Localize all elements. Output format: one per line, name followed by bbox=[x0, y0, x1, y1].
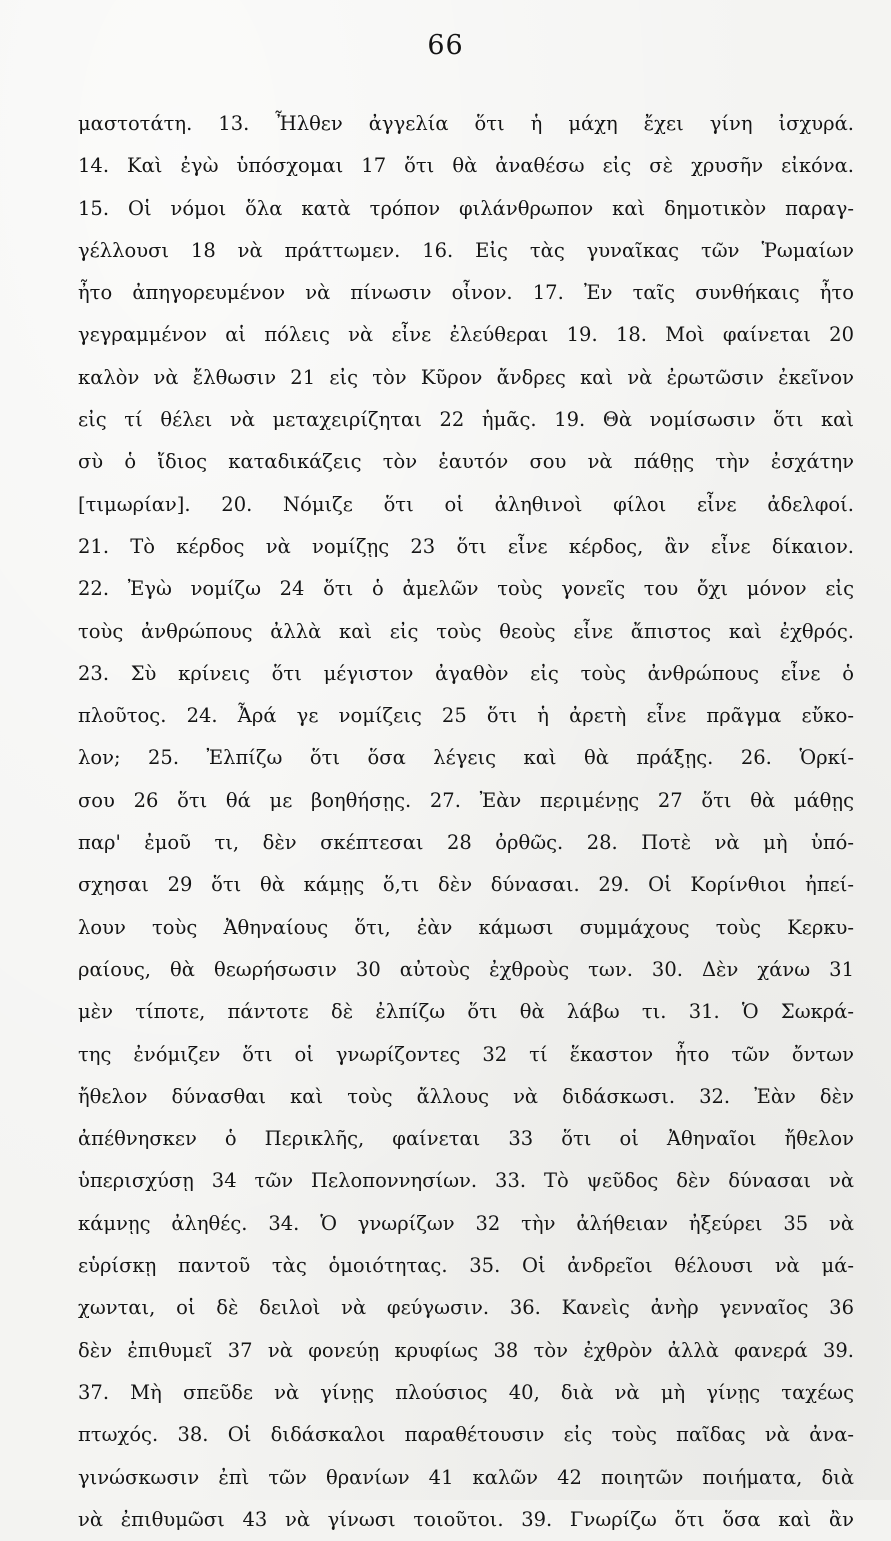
text-line: παρ' ἐμοῦ τι, δὲν σκέπτεσαι 28 ὀρθῶς. 28. Ποτὲ νὰ μὴ ὑπό- bbox=[78, 831, 854, 855]
text-line: γινώσκωσιν ἐπὶ τῶν θρανίων 41 καλῶν 42 ποιητῶν ποιήματα, διὰ bbox=[78, 1465, 854, 1489]
text-line: 22. Ἐγὼ νομίζω 24 ὅτι ὁ ἀμελῶν τοὺς γονεῖς του ὄχι μόνον εἰς bbox=[78, 577, 854, 601]
text-line: ἦτο ἀπηγορευμένον νὰ πίνωσιν οἶνον. 17. Ἐν ταῖς συνθήκαις ἦτο bbox=[78, 281, 854, 305]
text-line: χωνται, οἱ δὲ δειλοὶ νὰ φεύγωσιν. 36. Κανεὶς ἀνὴρ γενναῖος 36 bbox=[78, 1296, 854, 1320]
text-line: ραίους, θὰ θεωρήσωσιν 30 αὐτοὺς ἐχθροὺς των. 30. Δὲν χάνω 31 bbox=[78, 957, 854, 981]
text-line: εἰς τί θέλει νὰ μεταχειρίζηται 22 ἡμᾶς. 19. Θὰ νομίσωσιν ὅτι καὶ bbox=[78, 408, 854, 432]
text-line: ὑπερισχύσῃ 34 τῶν Πελοποννησίων. 33. Τὸ ψεῦδος δὲν δύνασαι νὰ bbox=[78, 1169, 854, 1193]
text-line: λουν τοὺς Ἀθηναίους ὅτι, ἐὰν κάμωσι συμμάχους τοὺς Κερκυ- bbox=[78, 915, 854, 939]
page-number: 66 bbox=[427, 30, 464, 61]
text-line: 37. Μὴ σπεῦδε νὰ γίνῃς πλούσιος 40, διὰ νὰ μὴ γίνῃς ταχέως bbox=[78, 1380, 854, 1404]
text-line: σχησαι 29 ὅτι θὰ κάμῃς ὅ,τι δὲν δύνασαι. 29. Οἱ Κορίνθιοι ἠπεί- bbox=[78, 873, 854, 897]
text-line: ἀπέθνησκεν ὁ Περικλῆς, φαίνεται 33 ὅτι οἱ Ἀθηναῖοι ἤθελον bbox=[78, 1127, 854, 1151]
text-line: λον; 25. Ἐλπίζω ὅτι ὅσα λέγεις καὶ θὰ πράξῃς. 26. Ὁρκί- bbox=[78, 746, 854, 770]
body-text bbox=[78, 103, 854, 1541]
text-line: ἤθελον δύνασθαι καὶ τοὺς ἄλλους νὰ διδάσκωσι. 32. Ἐὰν δὲν bbox=[78, 1084, 854, 1108]
text-line: της ἐνόμιζεν ὅτι οἱ γνωρίζοντες 32 τί ἕκαστον ἦτο τῶν ὄντων bbox=[78, 1042, 854, 1066]
text-line: πλοῦτος. 24. Ἆρά γε νομίζεις 25 ὅτι ἡ ἀρετὴ εἶνε πρᾶγμα εὔκο- bbox=[78, 704, 854, 728]
text-line: τοὺς ἀνθρώπους ἀλλὰ καὶ εἰς τοὺς θεοὺς εἶνε ἄπιστος καὶ ἐχθρός. bbox=[78, 619, 854, 643]
text-line: νὰ ἐπιθυμῶσι 43 νὰ γίνωσι τοιοῦτοι. 39. Γνωρίζω ὅτι ὅσα καὶ ἂν bbox=[78, 1507, 854, 1531]
text-line: σὺ ὁ ἴδιος καταδικάζεις τὸν ἑαυτόν σου νὰ πάθῃς τὴν ἐσχάτην bbox=[78, 450, 854, 474]
text-line: [τιμωρίαν]. 20. Νόμιζε ὅτι οἱ ἀληθινοὶ φίλοι εἶνε ἀδελφοί. bbox=[78, 492, 854, 516]
text-line: κάμνῃς ἀληθές. 34. Ὁ γνωρίζων 32 τὴν ἀλήθειαν ἠξεύρει 35 νὰ bbox=[78, 1211, 854, 1235]
text-line: 15. Οἱ νόμοι ὅλα κατὰ τρόπον φιλάνθρωπον καὶ δημοτικὸν παραγ- bbox=[78, 196, 854, 220]
text-line: δὲν ἐπιθυμεῖ 37 νὰ φονεύῃ κρυφίως 38 τὸν ἐχθρὸν ἀλλὰ φανερά 39. bbox=[78, 1338, 854, 1362]
text-line: 14. Καὶ ἐγὼ ὑπόσχομαι 17 ὅτι θὰ ἀναθέσω εἰς σὲ χρυσῆν εἰκόνα. bbox=[78, 154, 854, 178]
text-line: μὲν τίποτε, πάντοτε δὲ ἐλπίζω ὅτι θὰ λάβω τι. 31. Ὁ Σωκρά- bbox=[78, 1000, 854, 1024]
text-line: 21. Τὸ κέρδος νὰ νομίζῃς 23 ὅτι εἶνε κέρδος, ἂν εἶνε δίκαιον. bbox=[78, 534, 854, 558]
text-line: εὑρίσκῃ παντοῦ τὰς ὁμοιότητας. 35. Οἱ ἀνδρεῖοι θέλουσι νὰ μά- bbox=[78, 1254, 854, 1278]
text-line: σου 26 ὅτι θά με βοηθήσῃς. 27. Ἐὰν περιμένῃς 27 ὅτι θὰ μάθῃς bbox=[78, 788, 854, 812]
text-line: μαστοτάτη. 13. Ἦλθεν ἀγγελία ὅτι ἡ μάχη ἔχει γίνη ἰσχυρά. bbox=[78, 112, 854, 135]
text-line: γεγραμμένον αἱ πόλεις νὰ εἶνε ἐλεύθεραι 19. 18. Μοὶ φαίνεται 20 bbox=[78, 323, 854, 347]
text-line: γέλλουσι 18 νὰ πράττωμεν. 16. Εἰς τὰς γυναῖκας τῶν Ῥωμαίων bbox=[78, 238, 854, 262]
text-line: πτωχός. 38. Οἱ διδάσκαλοι παραθέτουσιν εἰς τοὺς παῖδας νὰ ἀνα- bbox=[78, 1423, 854, 1447]
text-line: καλὸν νὰ ἔλθωσιν 21 εἰς τὸν Κῦρον ἄνδρες καὶ νὰ ἐρωτῶσιν ἐκεῖνον bbox=[78, 365, 854, 389]
text-line: 23. Σὺ κρίνεις ὅτι μέγιστον ἀγαθὸν εἰς τοὺς ἀνθρώπους εἶνε ὁ bbox=[78, 661, 854, 685]
